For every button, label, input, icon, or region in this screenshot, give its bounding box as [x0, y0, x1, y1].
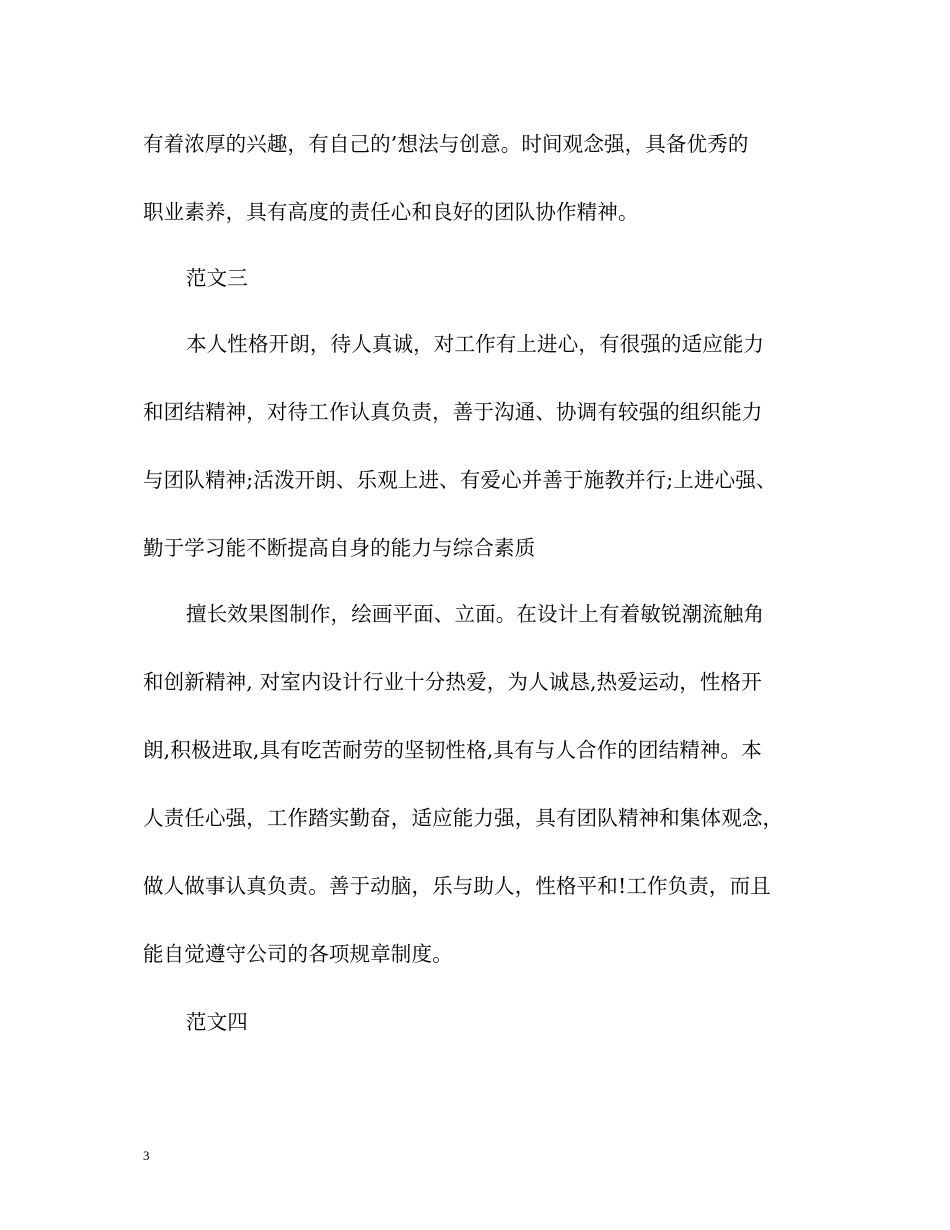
section-heading-fanwen-3: 范文三 — [186, 266, 248, 290]
text-line-6: 与团队精神;活泼开朗、乐观上进、有爱心并善于施教并行;上进心强、 — [143, 468, 777, 492]
text-line-2: 职业素养，具有高度的责任心和良好的团队协作精神。 — [143, 200, 639, 224]
section-heading-fanwen-4: 范文四 — [186, 1010, 248, 1034]
text-line-9: 和创新精神, 对室内设计行业十分热爱，为人诚恳,热爱运动，性格开 — [143, 670, 762, 694]
text-line-13: 能自觉遵守公司的各项规章制度。 — [143, 942, 453, 966]
text-line-1: 有着浓厚的兴趣，有自己的’想法与创意。时间观念强，具备优秀的 — [143, 132, 749, 156]
text-line-7: 勤于学习能不断提高自身的能力与综合素质 — [143, 536, 536, 560]
text-line-10: 朗,积极进取,具有吃苦耐劳的坚韧性格,具有与人合作的团结精神。本 — [143, 738, 762, 762]
text-line-5: 和团结精神，对待工作认真负责，善于沟通、协调有较强的组织能力 — [143, 400, 763, 424]
text-line-12: 做人做事认真负责。善于动脑，乐与助人，性格平和!工作负责，而且 — [143, 874, 771, 898]
page-number: 3 — [143, 1148, 150, 1163]
text-line-11: 人责任心强，工作踏实勤奋，适应能力强，具有团队精神和集体观念， — [143, 806, 784, 830]
text-line-8: 擅长效果图制作，绘画平面、立面。在设计上有着敏锐潮流触角 — [186, 602, 765, 626]
text-line-4: 本人性格开朗，待人真诚，对工作有上进心，有很强的适应能力 — [186, 332, 765, 356]
